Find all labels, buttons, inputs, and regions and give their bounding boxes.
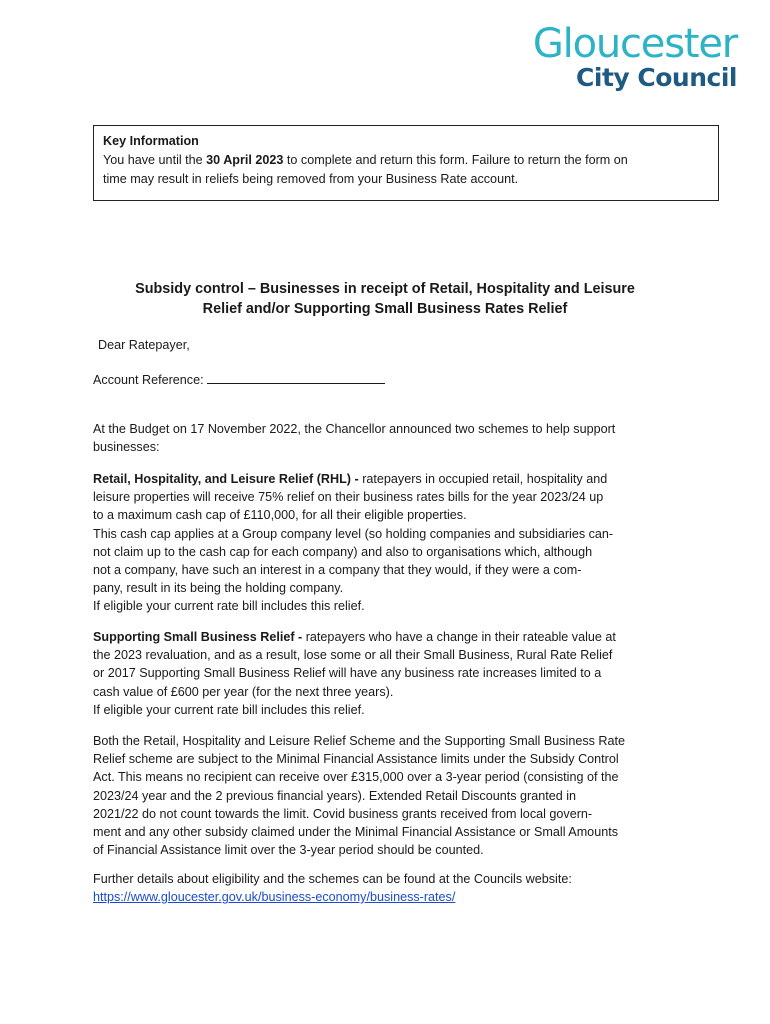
paragraph-line: ment and any other subsidy claimed under the Minimal Financial Assistance or Small Amounts bbox=[93, 825, 618, 840]
paragraph-line: Relief scheme are subject to the Minimal Financial Assistance limits under the Subsidy Control bbox=[93, 752, 619, 767]
paragraph-line: If eligible your current rate bill includes this relief. bbox=[93, 599, 365, 614]
account-reference-field[interactable] bbox=[207, 371, 385, 384]
paragraph-line: not a company, have such an interest in a company that they would, if they were a com- bbox=[93, 563, 582, 578]
account-reference bbox=[93, 371, 678, 389]
business-rates-link[interactable]: https://www.gloucester.gov.uk/business-economy/business-rates/ bbox=[93, 890, 456, 905]
paragraph-line: pany, result in its being the holding company. bbox=[93, 581, 344, 596]
paragraph-line: 2023/24 year and the 2 previous financial years). Extended Retail Discounts granted in bbox=[93, 788, 577, 803]
paragraph-line bbox=[93, 628, 678, 646]
paragraph-line: of Financial Assistance limit over the 3-year period should be counted. bbox=[93, 843, 484, 858]
document-title bbox=[93, 279, 677, 319]
account-reference-label: Account Reference: bbox=[93, 373, 208, 387]
greeting: Dear Ratepayer, bbox=[98, 338, 190, 352]
logo-text-city-council: City Council bbox=[576, 63, 737, 92]
title-line: Subsidy control – Businesses in receipt of Retail, Hospitality and Leisure bbox=[135, 281, 635, 297]
key-information-line-1 bbox=[103, 151, 709, 170]
paragraph-line: Both the Retail, Hospitality and Leisure Relief Scheme and the Supporting Small Business Rate bbox=[93, 734, 626, 748]
budget-paragraph bbox=[93, 420, 678, 456]
key-info-text: to complete and return this form. Failure to return the form on bbox=[283, 153, 628, 167]
paragraph-line: businesses: bbox=[93, 440, 160, 455]
paragraph-line: This cash cap applies at a Group company level (so holding companies and subsidiaries can- bbox=[93, 526, 614, 541]
paragraph-line: 2021/22 do not count towards the limit. Covid business grants received from local govern- bbox=[93, 806, 593, 821]
paragraph-line: Further details about eligibility and the schemes can be found at the Councils website: bbox=[93, 872, 572, 886]
paragraph-text: ratepayers who have a change in their rateable value at bbox=[305, 630, 616, 644]
key-info-text: You have until the bbox=[103, 153, 207, 167]
paragraph-line bbox=[93, 470, 678, 488]
paragraph-line: leisure properties will receive 75% relief on their business rates bills for the year 2023/24 up bbox=[93, 490, 604, 505]
key-information-line-2: time may result in reliefs being removed from your Business Rate account. bbox=[103, 172, 519, 186]
paragraph-line: At the Budget on 17 November 2022, the Chancellor announced two schemes to help support bbox=[93, 422, 616, 436]
paragraph-line: to a maximum cash cap of £110,000, for all their eligible properties. bbox=[93, 508, 467, 523]
rhl-heading: Retail, Hospitality, and Leisure Relief (RHL) - bbox=[93, 472, 363, 486]
key-information-title: Key Information bbox=[103, 134, 199, 148]
logo-text-gloucester: Gloucester bbox=[532, 21, 737, 67]
sbr-paragraph bbox=[93, 628, 678, 719]
title-line: Relief and/or Supporting Small Business Rates Relief bbox=[202, 301, 568, 317]
paragraph-line: Act. This means no recipient can receive over £315,000 over a 3-year period (consisting of the bbox=[93, 770, 619, 785]
paragraph-line: the 2023 revaluation, and as a result, lose some or all their Small Business, Rural Rate Relief bbox=[93, 648, 613, 663]
paragraph-line: If eligible your current rate bill includes this relief. bbox=[93, 702, 365, 717]
council-logo bbox=[512, 22, 737, 90]
rhl-paragraph bbox=[93, 470, 678, 616]
key-information-box bbox=[93, 125, 719, 201]
paragraph-text: ratepayers in occupied retail, hospitality and bbox=[362, 472, 608, 486]
paragraph-line: not claim up to the cash cap for each company) and also to organisations which, although bbox=[93, 544, 593, 559]
subsidy-limits-paragraph bbox=[93, 732, 678, 859]
paragraph-line: or 2017 Supporting Small Business Relief will have any business rate increases limited to a bbox=[93, 666, 602, 681]
paragraph-line: cash value of £600 per year (for the next three years). bbox=[93, 684, 394, 699]
deadline-date: 30 April 2023 bbox=[206, 153, 284, 167]
further-details-paragraph bbox=[93, 870, 678, 906]
sbr-heading: Supporting Small Business Relief - bbox=[93, 630, 306, 644]
